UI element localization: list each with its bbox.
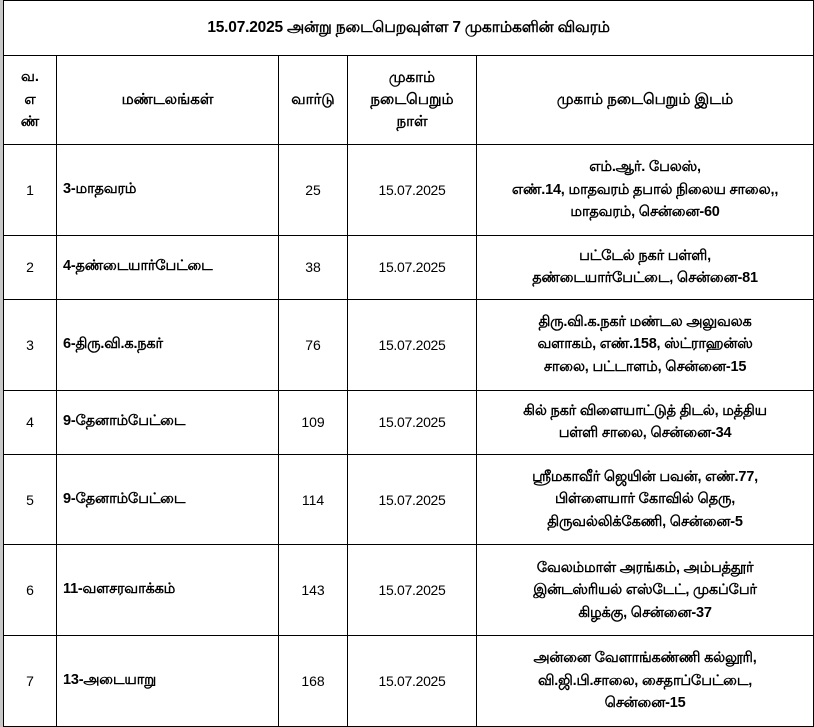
table-row [4, 145, 814, 236]
cell-venue [477, 145, 814, 236]
header-row [4, 56, 814, 145]
cell-serial-no: 6 [4, 545, 57, 636]
venue-line: ஸ்ரீமகாவீர் ஜெயின் பவன், எண்.77, [532, 468, 758, 485]
cell-venue [477, 545, 814, 636]
cell-venue [477, 390, 814, 454]
cell-ward: 168 [279, 636, 348, 727]
table-row [4, 636, 814, 727]
table-row [4, 235, 814, 299]
table-body [4, 145, 814, 727]
serial-no-line-3: ண் [20, 114, 40, 131]
table-head [4, 1, 814, 145]
venue-line: திருவல்லிக்கேணி, சென்னை-5 [547, 513, 743, 530]
column-header-ward: வார்டு [279, 56, 348, 145]
cell-serial-no: 2 [4, 235, 57, 299]
cell-camp-date: 15.07.2025 [348, 636, 477, 727]
cell-venue [477, 636, 814, 727]
venue-line: பள்ளி சாலை, சென்னை-34 [558, 425, 732, 442]
table-row [4, 454, 814, 545]
cell-serial-no: 4 [4, 390, 57, 454]
cell-camp-date: 15.07.2025 [348, 390, 477, 454]
venue-line: சாலை, பட்டாளம், சென்னை-15 [543, 358, 747, 375]
cell-zone: 4-தண்டையார்பேட்டை [57, 235, 279, 299]
cell-serial-no: 7 [4, 636, 57, 727]
table-row [4, 299, 814, 390]
venue-line: எண்.14, மாதவரம் தபால் நிலைய சாலை,, [511, 181, 779, 198]
venue-line: மாதவரம், சென்னை-60 [570, 204, 720, 221]
cell-zone: 11-வளசரவாக்கம் [57, 545, 279, 636]
cell-ward: 114 [279, 454, 348, 545]
cell-ward: 109 [279, 390, 348, 454]
cell-zone: 6-திரு.வி.க.நகர் [57, 299, 279, 390]
cell-camp-date: 15.07.2025 [348, 545, 477, 636]
cell-ward: 25 [279, 145, 348, 236]
scan-edge-artifact [0, 0, 3, 727]
cell-ward: 38 [279, 235, 348, 299]
venue-line: வி.ஜி.பி.சாலை, சைதாப்பேட்டை, [538, 672, 753, 689]
venue-line: திரு.வி.க.நகர் மண்டல அலுவலக [538, 314, 752, 330]
cell-serial-no: 5 [4, 454, 57, 545]
cell-ward: 76 [279, 299, 348, 390]
cell-zone: 9-தேனாம்பேட்டை [57, 454, 279, 545]
cell-venue [477, 235, 814, 299]
venue-line: பிள்ளையார் கோவில் தெரு, [555, 491, 736, 508]
venue-line: கில் நகர் விளையாட்டுத் திடல், மத்திய [523, 402, 767, 419]
column-header-zone: மண்டலங்கள் [57, 56, 279, 145]
venue-line: தண்டையார்பேட்டை, சென்னை-81 [532, 270, 758, 287]
document-title: 15.07.2025 அன்று நடைபெறவுள்ள 7 முகாம்களின் விவரம் [4, 1, 814, 56]
venue-line: வேலம்மாள் அரங்கம், அம்பத்தூர் [536, 559, 754, 576]
cell-camp-date: 15.07.2025 [348, 235, 477, 299]
venue-line: எம்.ஆர். பேலஸ், [589, 159, 701, 176]
serial-no-line-1: வ. [21, 69, 39, 86]
cell-zone: 13-அடையாறு [57, 636, 279, 727]
camp-details-table [3, 0, 814, 727]
venue-line: பட்டேல் நகர் பள்ளி, [579, 247, 711, 264]
venue-line: வளாகம், எண்.158, ஸ்ட்ராஹன்ஸ் [537, 336, 753, 353]
cell-venue [477, 299, 814, 390]
cell-zone: 3-மாதவரம் [57, 145, 279, 236]
column-header-serial-no [4, 56, 57, 145]
venue-line: கிழக்கு, சென்னை-37 [578, 604, 712, 621]
venue-line: அன்னை வேளாங்கண்ணி கல்லூரி, [533, 650, 757, 667]
cell-serial-no: 3 [4, 299, 57, 390]
cell-ward: 143 [279, 545, 348, 636]
venue-line: இன்டஸ்ரியல் எஸ்டேட், முகப்பேர் [533, 582, 757, 599]
column-header-venue: முகாம் நடைபெறும் இடம் [477, 56, 814, 145]
serial-no-line-2: எ [24, 91, 36, 108]
cell-venue [477, 454, 814, 545]
camp-date-line-1: முகாம் [388, 69, 436, 87]
cell-camp-date: 15.07.2025 [348, 454, 477, 545]
title-row [4, 1, 814, 56]
camp-date-line-3: நாள் [396, 112, 428, 130]
table-row [4, 545, 814, 636]
cell-zone: 9-தேனாம்பேட்டை [57, 390, 279, 454]
cell-camp-date: 15.07.2025 [348, 299, 477, 390]
camp-date-line-2: நடைபெறும் [370, 91, 454, 109]
venue-line: சென்னை-15 [604, 695, 686, 712]
cell-camp-date: 15.07.2025 [348, 145, 477, 236]
table-row [4, 390, 814, 454]
column-header-camp-date [348, 56, 477, 145]
cell-serial-no: 1 [4, 145, 57, 236]
